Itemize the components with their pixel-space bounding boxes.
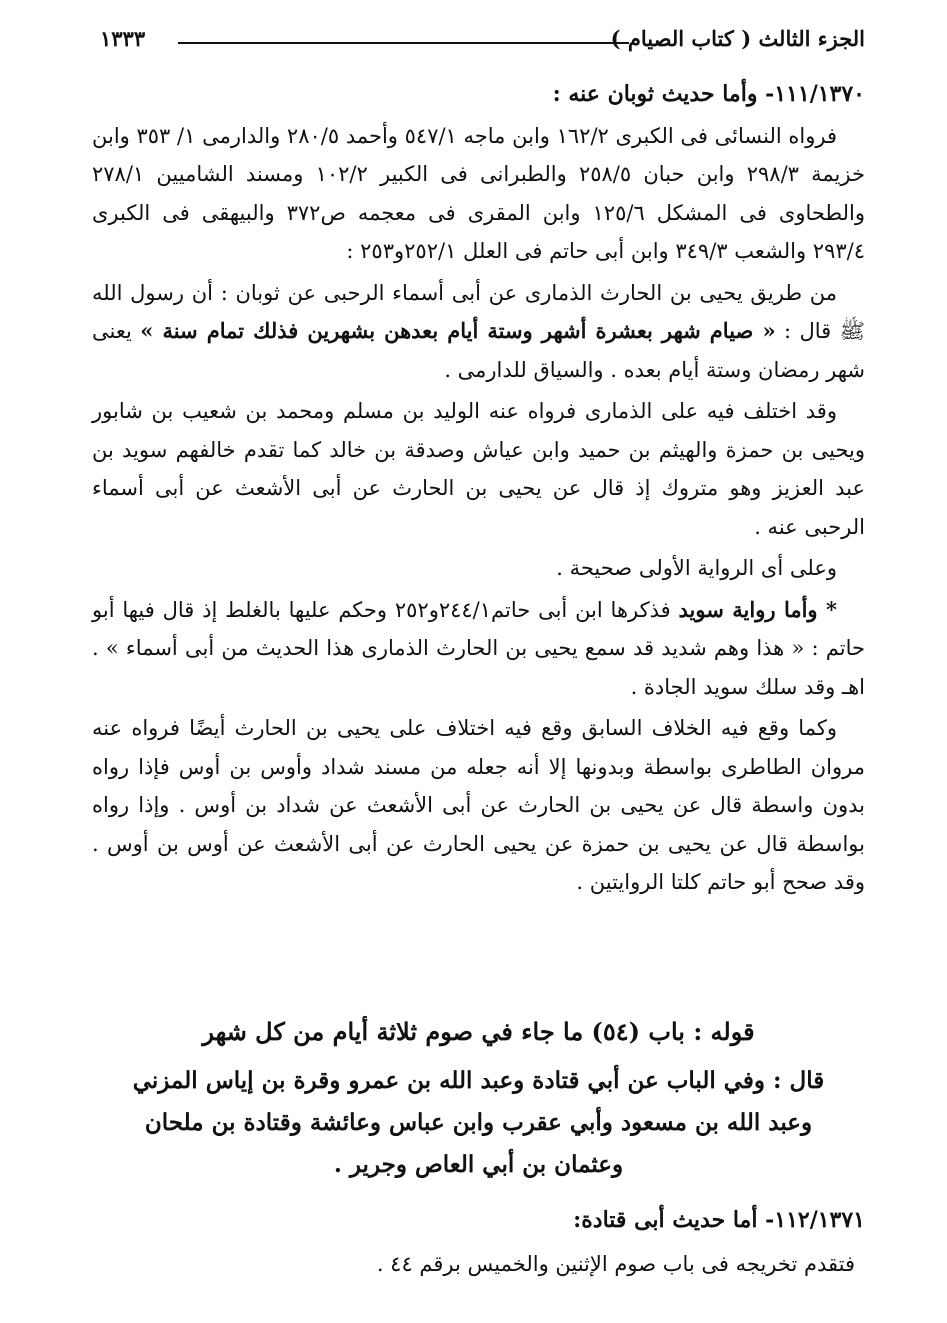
chain-explanation: يعنى شهر رمضان وستة أيام بعده . والسياق للدارمى .: [92, 319, 865, 382]
suwayd-text: فذكرها ابن أبى حاتم٢٤٤/١و٢٥٢ وحكم عليها بالغلط إذ قال فيها أبو حاتم : « هذا وهم شديد قد سمع يحيى بن الحارث الذمارى هذا الحديث من أبى أسماء » . اهـ وقد سلك سويد الجادة .: [92, 597, 865, 699]
paragraph-sources: فرواه النسائى فى الكبرى ١٦٢/٢ وابن ماجه ٥٤٧/١ وأحمد ٢٨٠/٥ والدارمى ١/ ٣٥٣ وابن خزيمة ٢٩٨/٣ وابن حبان ٢٥٨/٥ والطبرانى فى الكبير ١٠٢/٢ ومسند الشاميين ٢٧٨/١ والطحاوى فى المشكل ١٢٥/٦ وابن المقرى فى معجمه ص٣٧٢ والبيهقى فى الكبرى ٢٩٣/٤ والشعب ٣٤٩/٣ وابن أبى حاتم فى العلل ٢٥٢/١و٢٥٣ :: [92, 123, 866, 263]
chain-text: من طريق يحيى بن الحارث الذمارى عن أبى أسماء الرحبى عن ثوبان : أن رسول الله ﷺ قال :: [92, 280, 865, 343]
paragraph-chain: [92, 274, 865, 390]
closing-text: [92, 1198, 865, 1286]
chapter-quote-line-1: قال : وفي الباب عن أبي قتادة وعبد الله بن عمرو وقرة بن إياس المزني: [132, 1067, 825, 1094]
paragraph-marwan: وكما وقع فيه الخلاف السابق وقع فيه اختلاف على يحيى بن الحارث أيضًا فرواه عنه مروان الطاطرى بواسطة وبدونها إلا أنه جعله من مسند شداد وأوس بن أوس فإذا رواه بدون واسطة قال عن يحيى بن الحارث عن أبى الأشعث عن شداد بن أوس . وإذا رواه بواسطة قال عن يحيى بن حمزة عن يحيى الحارث عن أبى الأشعث عن أوس بن أوس . وقد صحح أبو حاتم كلتا الروايتين .: [92, 716, 865, 894]
hadith-quote: « صيام شهر بعشرة أشهر وستة أيام بعدهن بشهرين فذلك تمام سنة »: [140, 318, 776, 343]
paragraph-disagreement: وقد اختلف فيه على الذمارى فرواه عنه الوليد بن مسلم ومحمد بن شعيب بن شابور ويحيى بن حمزة والهيثم بن حميد وابن عياش وصدقة بن خالد كما تقدم خالفهم سويد بن عبد العزيز وهو متروك إذ قال عن يحيى بن الحارث عن أبى الأشعث عن أبى أسماء الرحبى عنه .: [92, 399, 865, 539]
page-header: [100, 26, 865, 60]
header-rule: [178, 42, 629, 44]
running-title: الجزء الثالث ( كتاب الصيام ): [610, 26, 865, 51]
paragraph-suwayd: [92, 591, 865, 707]
page-number: ١٣٣٣: [100, 26, 146, 51]
suwayd-label: * وأما رواية سويد: [678, 596, 837, 622]
chapter-quote-line-2: وعبد الله بن مسعود وأبي عقرب وابن عباس وعائشة وقتادة بن ملحان: [144, 1109, 813, 1136]
chapter-title: قوله : باب (٥٤) ما جاء في صوم ثلاثة أيام من كل شهر: [202, 1017, 755, 1046]
chapter-quote-line-3: وعثمان بن أبي العاص وجرير .: [333, 1151, 624, 1178]
paragraph-correct-narration: وعلى أى الرواية الأولى صحيحة .: [556, 556, 837, 580]
hadith-heading-1371: ١١٢/١٣٧١- أما حديث أبى قتادة:: [573, 1207, 865, 1233]
main-text: [92, 75, 865, 905]
paragraph-reference: فتقدم تخريجه فى باب صوم الإثنين والخميس برقم ٤٤ .: [376, 1252, 855, 1276]
chapter-quote: [92, 1060, 865, 1186]
hadith-heading-1370: ١١١/١٣٧٠- وأما حديث ثوبان عنه :: [552, 81, 865, 107]
